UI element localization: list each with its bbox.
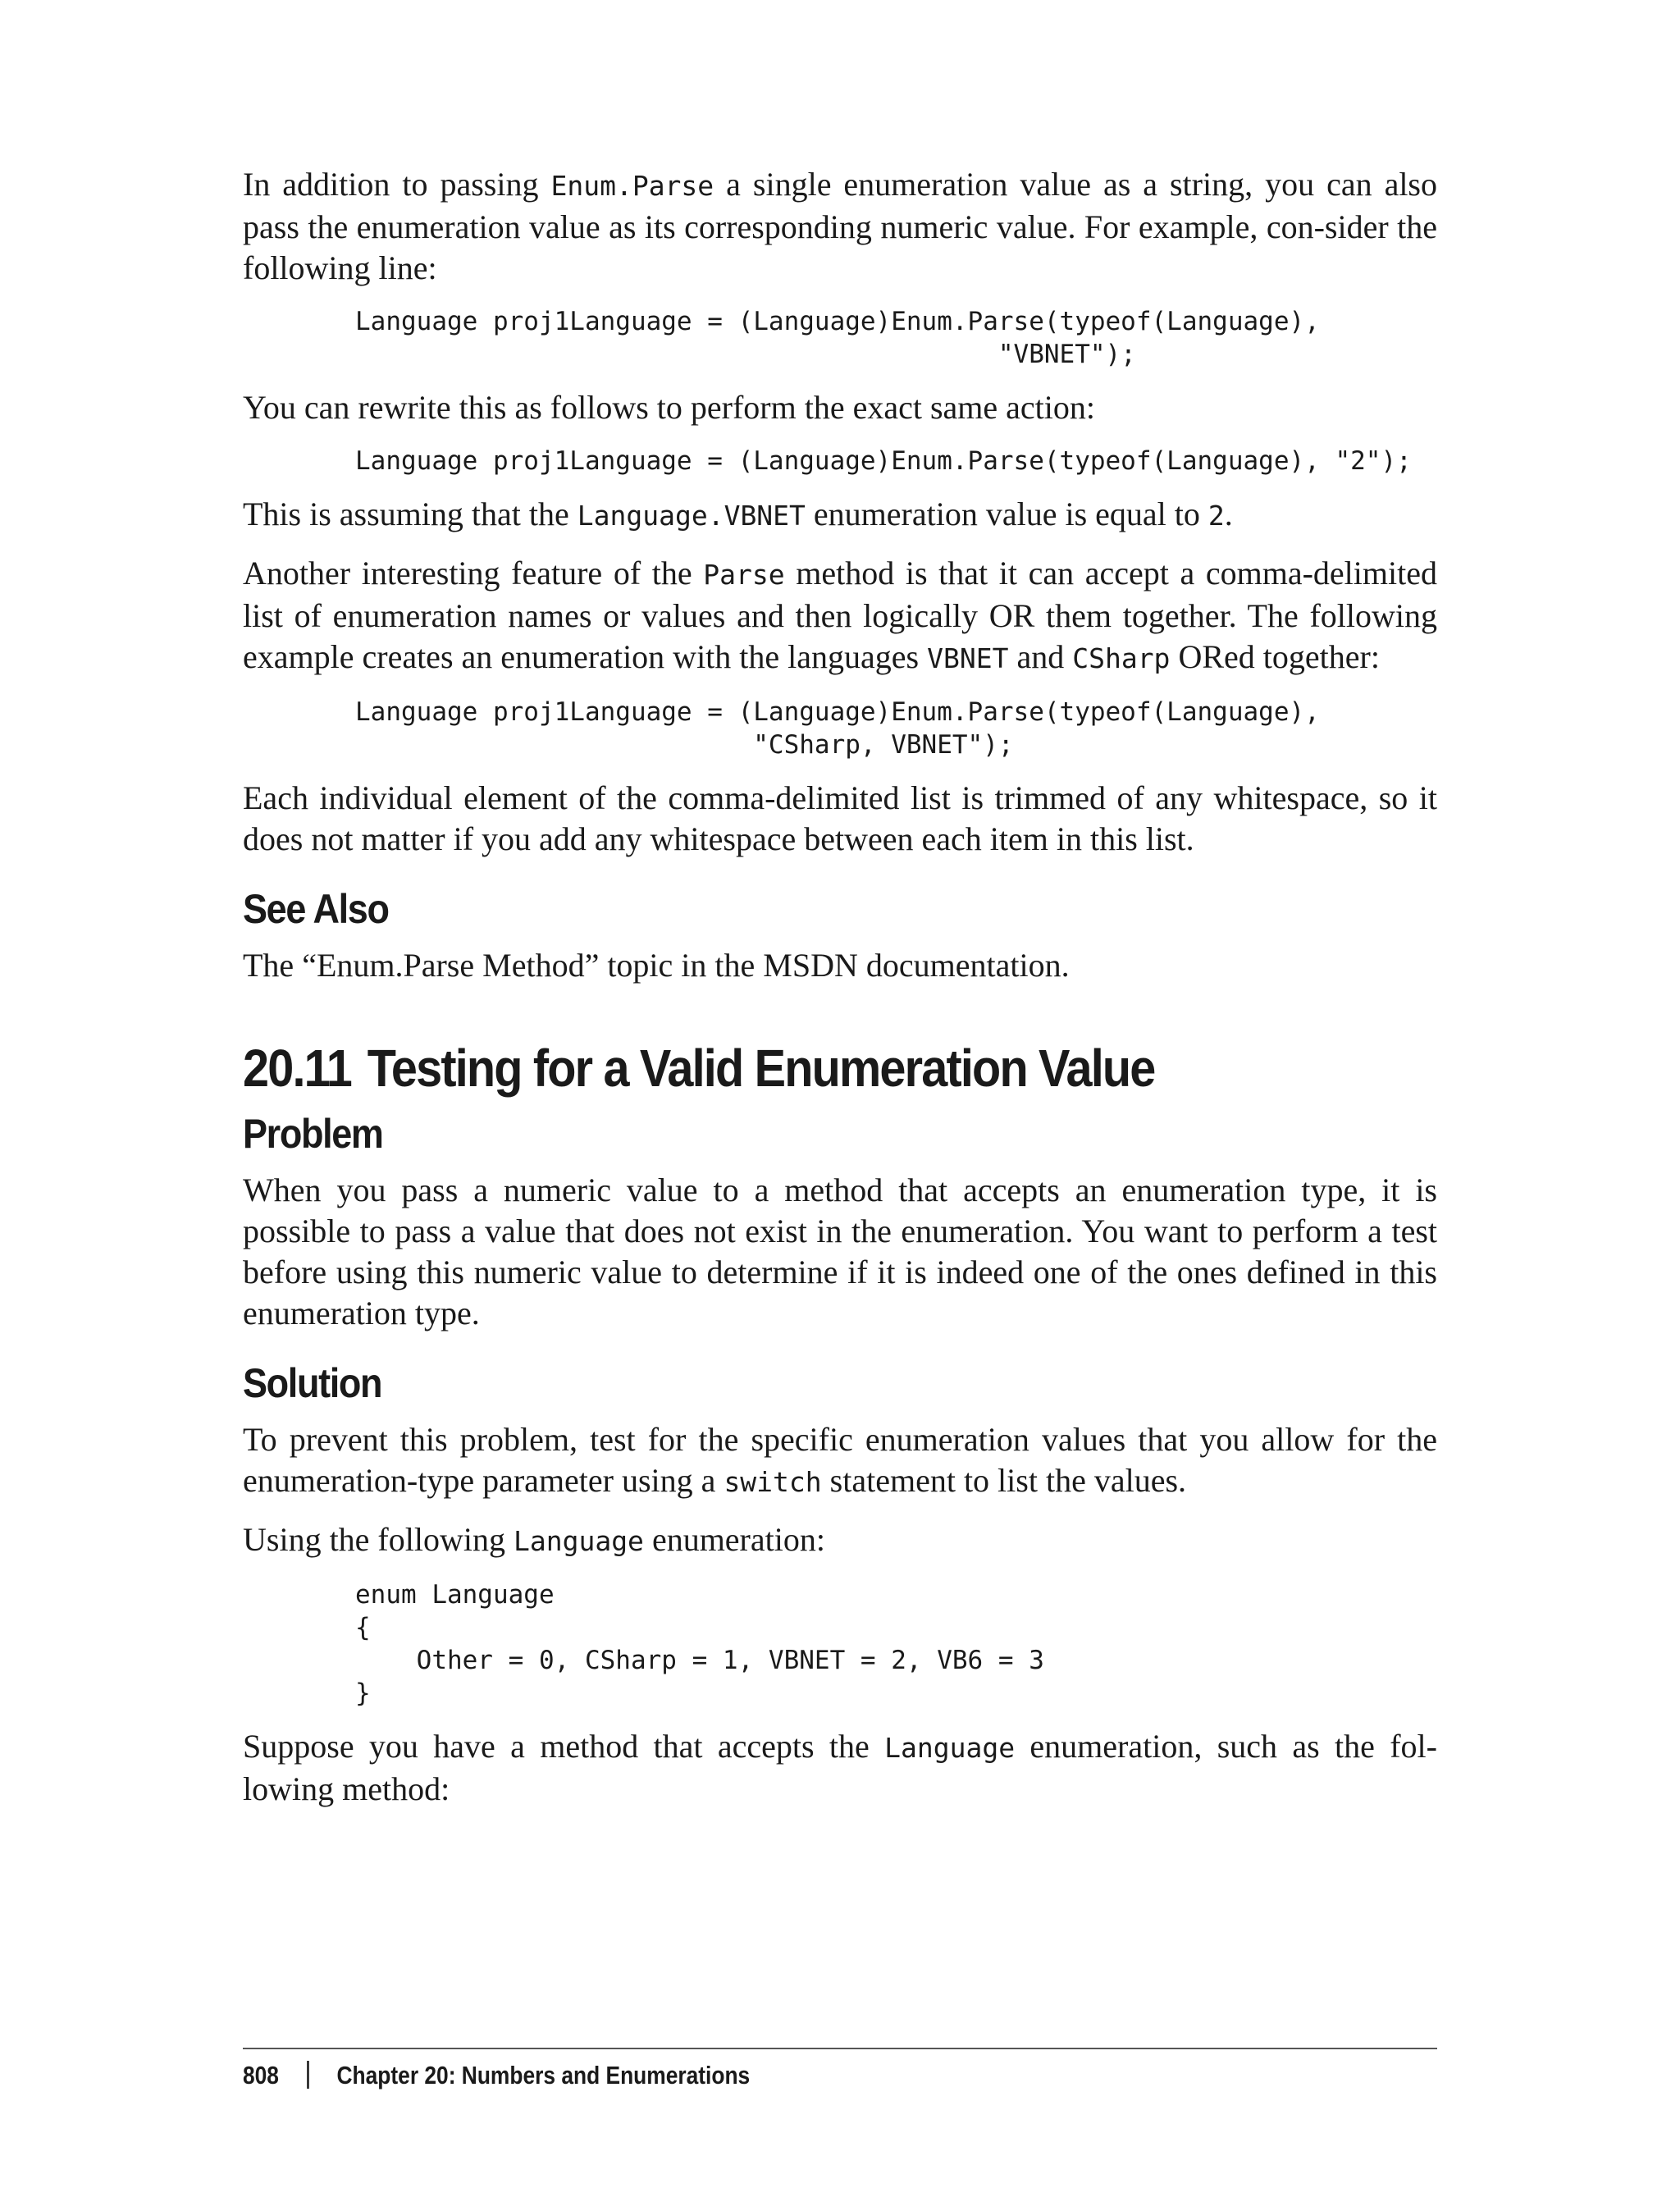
code-block: Language proj1Language = (Language)Enum.Parse(typeof(Language), "CSharp, VBNET"); [355,697,1320,760]
code-block: Language proj1Language = (Language)Enum.Parse(typeof(Language), "VBNET"); [355,307,1320,369]
page-content [243,164,1437,1826]
paragraph [243,1419,1437,1503]
page-footer [243,2048,1437,2092]
paragraph [243,164,1437,289]
inline-code: Language [513,1525,644,1557]
inline-code: 2 [1208,500,1225,532]
paragraph [243,1519,1437,1562]
text-run: a single enumeration value as a string, you can also pass the enumeration value as its corresponding numeric value. For example, con-sider the following line: [243,166,1437,286]
footer-divider [243,2048,1437,2049]
page-number: 808 [243,2061,279,2090]
paragraph [243,778,1437,860]
problem-heading: Problem [243,1111,383,1157]
inline-code: VBNET [927,642,1009,674]
inline-code: Enum.Parse [550,170,714,202]
paragraph [243,494,1437,537]
text-run: Suppose you have a method that accepts the [243,1728,885,1765]
footer-text [243,2059,1258,2092]
paragraph [243,387,1437,428]
paragraph [243,945,1437,986]
text-run: ORed together: [1170,638,1380,675]
inline-code: Language [884,1732,1016,1764]
text-run: Another interesting feature of the [243,555,704,591]
paragraph [243,553,1437,679]
code-block: enum Language { Other = 0, CSharp = 1, VBNET = 2, VB6 = 3 } [355,1580,1044,1708]
text-run: . [1224,496,1233,532]
text-run: In addition to passing [243,166,551,203]
inline-code: Parse [703,559,785,591]
text-run: enumeration, such as the fol-lowing method: [243,1728,1437,1807]
section-number: 20.11 [243,1039,351,1098]
text-run: You can rewrite this as follows to perform the exact same action: [243,389,1095,426]
text-run: This is assuming that the [243,496,578,532]
text-run: When you pass a numeric value to a method that accepts an enumeration type, it is possible to pass a value that does not exist in the enumeration. You want to perform a test before using this numeric value to determine if it is indeed one of the ones defined in this enumeration type. [243,1172,1437,1331]
paragraph [243,1170,1437,1334]
text-run: To prevent this problem, test for the specific enumeration values that you allow for the enumeration-type parameter using a [243,1421,1437,1499]
inline-code: Language.VBNET [577,500,806,532]
see-also-heading: See Also [243,886,389,932]
text-run: Using the following [243,1521,514,1558]
text-run: The “Enum.Parse Method” topic in the MSDN documentation. [243,947,1070,984]
text-run: Each individual element of the comma-delimited list is trimmed of any whitespace, so it does not matter if you add any whitespace between each item in this list. [243,779,1437,857]
text-run: method is that it can accept a comma-delimited list of enumeration names or values and then logically OR them together. The following example creates an enumeration with the languages [243,555,1438,675]
code-block: Language proj1Language = (Language)Enum.Parse(typeof(Language), "2"); [355,446,1412,476]
text-run: statement to list the values. [821,1462,1187,1499]
paragraph [243,1726,1437,1810]
solution-heading: Solution [243,1360,382,1406]
text-run: and [1008,638,1073,675]
text-run: enumeration: [643,1521,825,1558]
section-heading [243,1037,1317,1099]
chapter-title: Chapter 20: Numbers and Enumerations [336,2061,751,2090]
inline-code: switch [724,1466,822,1498]
inline-code: CSharp [1072,642,1171,674]
section-title: Testing for a Valid Enumeration Value [367,1039,1155,1098]
footer-separator [307,2061,309,2089]
text-run: enumeration value is equal to [805,496,1208,532]
